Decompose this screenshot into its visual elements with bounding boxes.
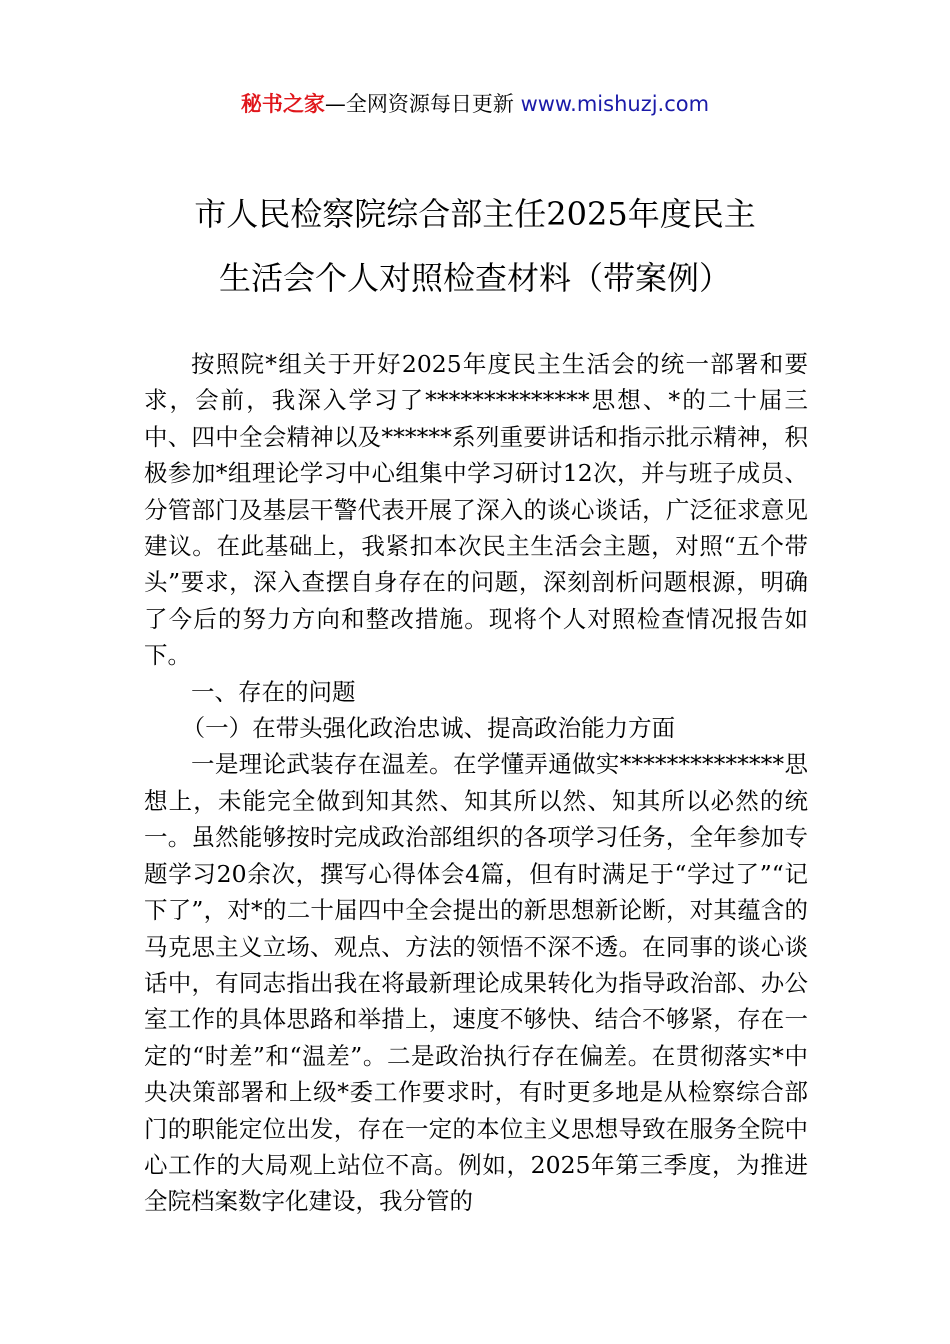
title-line-2: 生活会个人对照检查材料（带案例） (218, 259, 731, 297)
paragraph-problem-1: 一是理论武装存在温差。在学懂弄通做实**************思想上，未能完全做到知其然、知其所以然、知其所以必然的统一。虽然能够按时完成政治部组织的各项学习任务，全年参加专题学习20余次，撰写心得体会4篇，但有时满足于“学过了”“记下了”，对*的二十届四中全会提出的新思想新论断，对其蕴含的马克思主义立场、观点、方法的领悟不深不透。在同事的谈心谈话中，有同志指出我在将最新理论成果转化为指导政治部、办公室工作的具体思路和举措上，速度不够快、结合不够紧，存在一定的“时差”和“温差”。二是政治执行存在偏差。在贯彻落实*中央决策部署和上级*委工作要求时，有时更多地是从检察综合部门的职能定位出发，存在一定的本位主义思想导致在服务全院中心工作的大局观上站位不高。例如，2025年第三季度，为推进全院档案数字化建设，我分管的 (144, 750, 808, 1216)
paragraph-intro: 按照院*组关于开好2025年度民主生活会的统一部署和要求，会前，我深入学习了**************思想、*的二十届三中、四中全会精神以及******系列重要讲话和指示批示精神，积极参加*组理论学习中心组集中学习研讨12次，并与班子成员、分管部门及基层干警代表开展了深入的谈心谈话，广泛征求意见建议。在此基础上，我紧扣本次民主生活会主题，对照“五个带头”要求，深入查摆自身存在的问题，深刻剖析问题根源，明确了今后的努力方向和整改措施。现将个人对照检查情况报告如下。 (144, 350, 808, 670)
document-body (144, 346, 808, 1220)
site-url-link[interactable]: www.mishuzj.com (520, 92, 710, 116)
subsection-heading: （一）在带头强化政治忠诚、提高政治能力方面 (181, 714, 676, 743)
document-title (110, 182, 840, 310)
site-tagline: —全网资源每日更新 (324, 92, 521, 116)
title-line-1: 市人民检察院综合部主任2025年度民主 (194, 195, 756, 233)
section-heading: 一、存在的问题 (191, 677, 356, 706)
site-brand: 秘书之家 (240, 92, 325, 116)
site-header (0, 88, 950, 120)
